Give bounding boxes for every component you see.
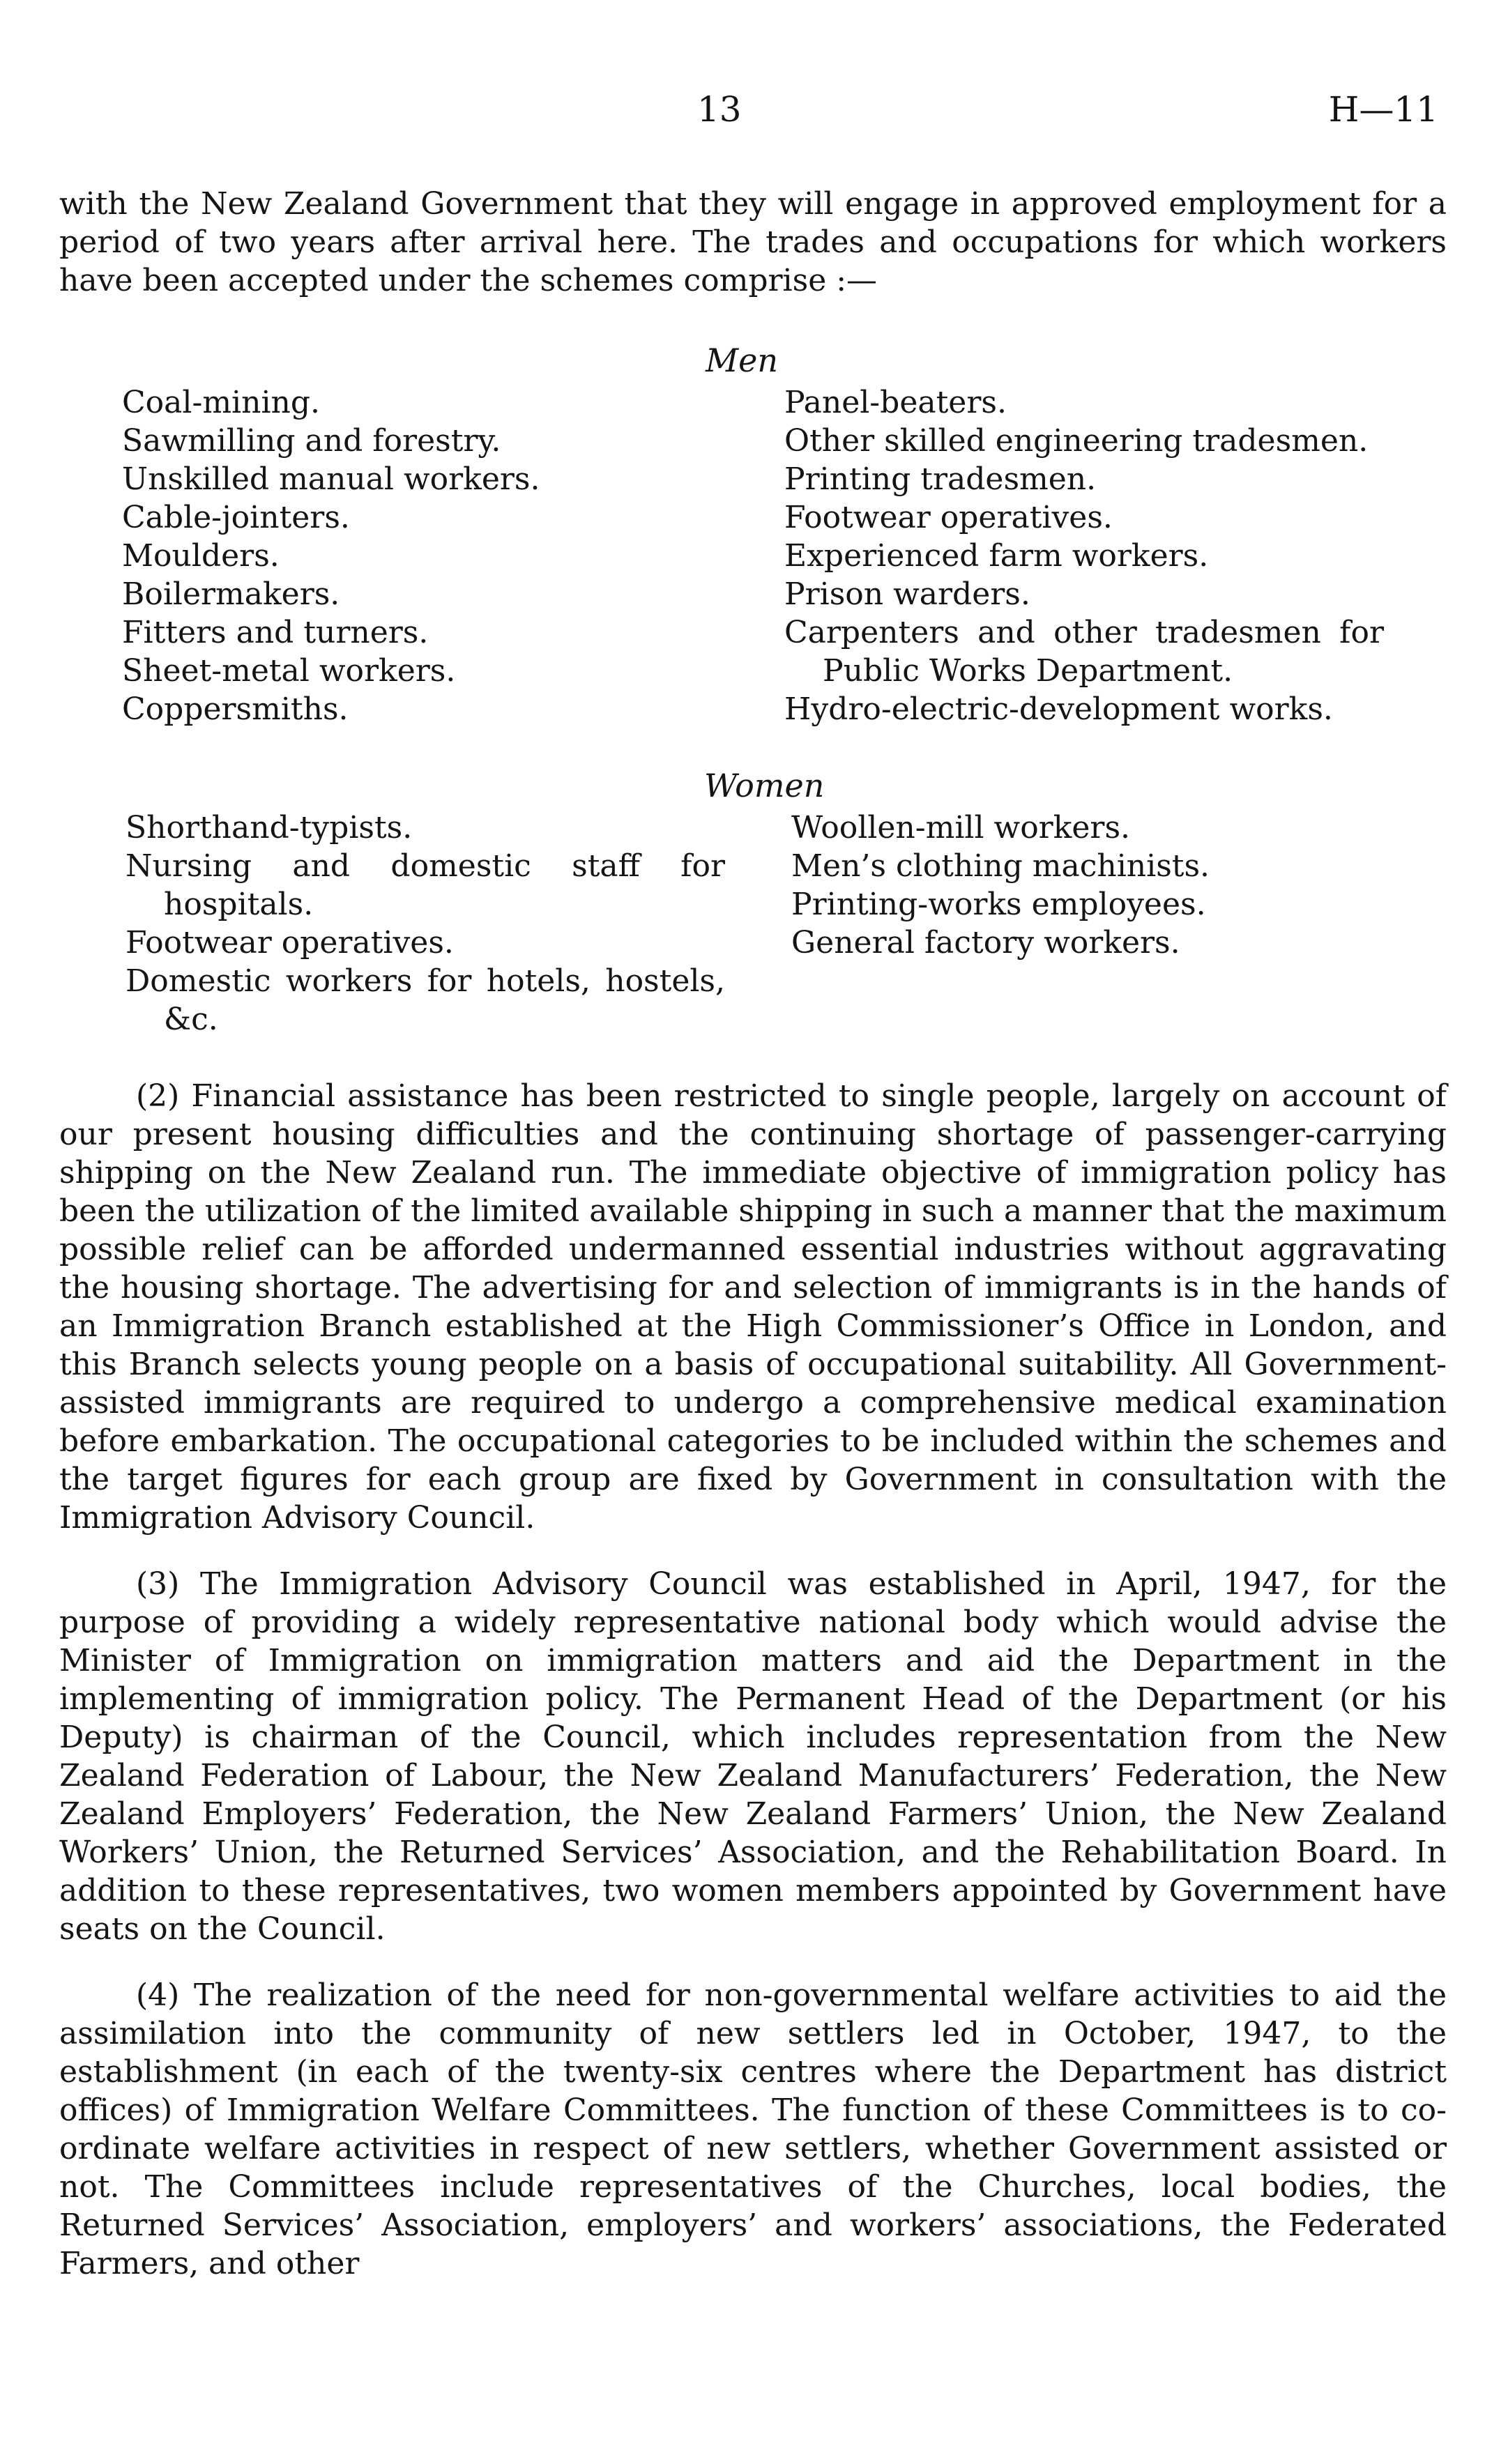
list-item: Cable-jointers. <box>122 500 350 535</box>
list-item: Other skilled engineering tradesmen. <box>784 423 1369 459</box>
document-reference: H—11 <box>1328 89 1438 130</box>
list-item: Coal-mining. <box>122 385 321 420</box>
paragraph-3: (3) The Immigration Advisory Council was established in April, 1947, for the purpose of providing a widely representative national body which would advise the Minister of Immigration on immigration matters and aid the Department in the implementing of immigration policy. The Permanent Head of the Department (or his Deputy) is chairman of the Council, which includes representation from the New Zealand Federation of Labour, the New Zealand Manufacturers’ Federation, the New Zealand Employers’ Federation, the New Zealand Farmers’ Union, the New Zealand Workers’ Union, the Returned Services’ Association, and the Rehabilitation Board. In addition to these representatives, two women members appointed by Government have seats on the Council. <box>59 1566 1447 1947</box>
list-item: Sheet-metal workers. <box>122 653 456 689</box>
list-item: Nursing and domestic staff for hospitals. <box>125 848 725 922</box>
list-item: Shorthand-typists. <box>125 810 413 845</box>
men-heading: Men <box>706 342 778 379</box>
list-item: Panel-beaters. <box>784 385 1007 420</box>
list-item: General factory workers. <box>791 925 1180 961</box>
list-item: Domestic workers for hotels, hostels, &c. <box>125 963 725 1037</box>
list-item: Fitters and turners. <box>122 615 429 650</box>
women-list-right <box>791 809 1384 962</box>
list-item: Woollen-mill workers. <box>791 810 1131 845</box>
list-item: Footwear operatives. <box>784 500 1113 535</box>
list-item: Moulders. <box>122 538 280 574</box>
list-item: Coppersmiths. <box>122 691 349 727</box>
list-item: Carpenters and other tradesmen for Public Works Department. <box>784 615 1384 689</box>
intro-paragraph: with the New Zealand Government that they will engage in approved employment for a period of two years after arrival here. The trades and occupations for which workers have been accepted under the schemes comprise :— <box>59 186 1447 298</box>
men-list-right <box>784 383 1384 728</box>
list-item: Printing-works employees. <box>791 887 1206 922</box>
paragraph-4: (4) The realization of the need for non-governmental welfare activities to aid the assimilation into the community of new settlers led in October, 1947, to the establishment (in each of the twenty-six centres where the Department has district offices) of Immigration Welfare Committees. The function of these Committees is to co-ordinate welfare activities in respect of new settlers, whether Government assisted or not. The Committees include representatives of the Churches, local bodies, the Returned Services’ Association, employers’ and workers’ associations, the Federated Farmers, and other <box>59 1977 1447 2281</box>
list-item: Men’s clothing machinists. <box>791 848 1210 884</box>
list-item: Printing tradesmen. <box>784 461 1097 497</box>
men-list-left <box>122 383 749 728</box>
page-number: 13 <box>697 89 742 130</box>
list-item: Footwear operatives. <box>125 925 454 961</box>
women-heading: Women <box>704 767 825 804</box>
list-item: Hydro-electric-development works. <box>784 691 1333 727</box>
list-item: Unskilled manual workers. <box>122 461 540 497</box>
paragraph-2: (2) Financial assistance has been restricted to single people, largely on account of our present housing difficulties and the continuing shortage of passenger-carrying shipping on the New Zealand run. The immediate objective of immigration policy has been the utilization of the limited available shipping in such a manner that the maximum possible relief can be afforded undermanned essential industries without aggravating the housing shortage. The advertising for and selection of immigrants is in the hands of an Immigration Branch established at the High Commissioner’s Office in London, and this Branch selects young people on a basis of occupational suitability. All Government-assisted immigrants are required to undergo a comprehensive medical examination before embarkation. The occupational categories to be included within the schemes and the target figures for each group are fixed by Government in consultation with the Immigration Advisory Council. <box>59 1078 1447 1536</box>
page-header <box>0 89 1508 138</box>
list-item: Boilermakers. <box>122 576 340 612</box>
list-item: Sawmilling and forestry. <box>122 423 501 459</box>
list-item: Prison warders. <box>784 576 1030 612</box>
women-list-left <box>125 809 725 1039</box>
list-item: Experienced farm workers. <box>784 538 1209 574</box>
